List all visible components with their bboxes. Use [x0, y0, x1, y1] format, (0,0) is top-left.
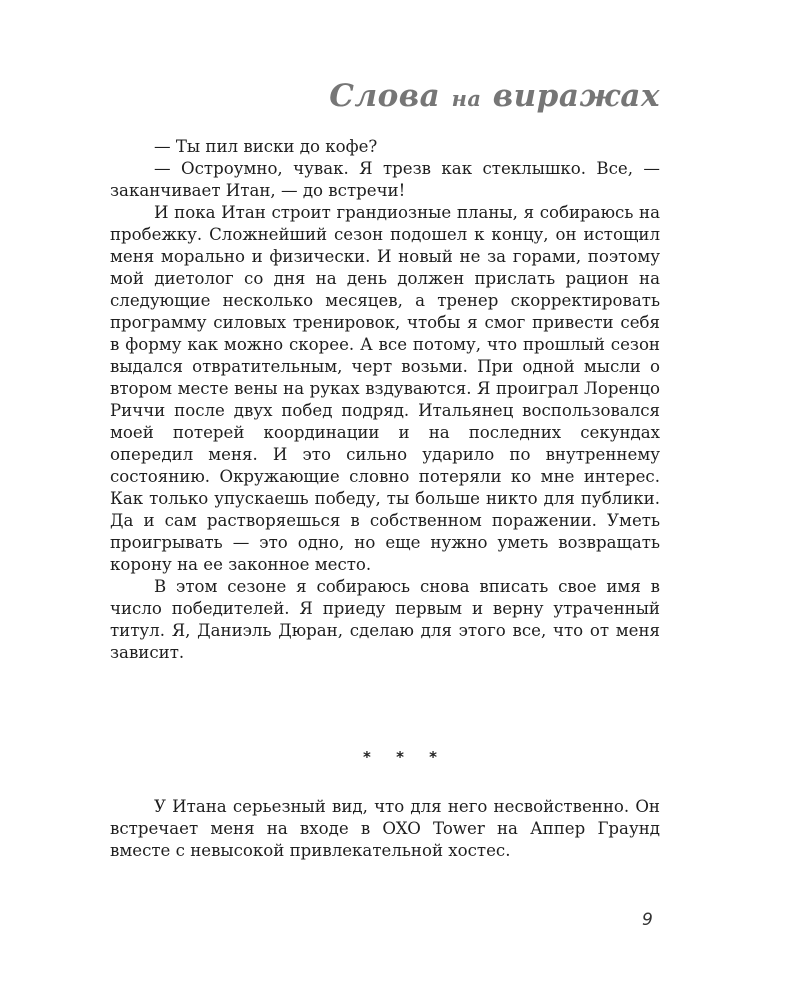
section-separator: * * * [363, 748, 447, 766]
paragraph: — Ты пил виски до кофе? [154, 137, 378, 156]
body-text-top [110, 136, 660, 664]
running-header-word-2: на [451, 86, 482, 111]
running-header [329, 78, 660, 114]
paragraph: В этом сезоне я собираюсь снова вписать свое имя в число победителей. Я приеду первым и верну утраченный титул. Я, Даниэль Дюран, сделаю для этого все, что от меня зависит. [110, 577, 660, 662]
running-header-word-3: виражах [492, 78, 660, 114]
page-number: 9 [642, 910, 653, 930]
paragraph: У Итана серьезный вид, что для него несвойственно. Он встречает меня на входе в OXO Tower на Аппер Граунд вместе с невысокой привлекательной хостес. [110, 797, 660, 860]
paragraph: — Остроумно, чувак. Я трезв как стеклышко. Все, — заканчивает Итан, — до встречи! [110, 159, 660, 200]
running-header-word-1: Слова [329, 78, 441, 114]
body-text-bottom [110, 796, 660, 862]
paragraph: И пока Итан строит грандиозные планы, я собираюсь на пробежку. Сложнейший сезон подошел к концу, он истощил меня морально и физически. И новый не за горами, поэтому мой диетолог со дня на день должен прислать рацион на следующие несколько месяцев, а тренер скорректировать программу силовых тренировок, чтобы я смог привести себя в форму как можно скорее. А все потому, что прошлый сезон выдался отвратительным, черт возьми. При одной мысли о втором месте вены на руках вздуваются. Я проиграл Лоренцо Риччи после двух побед подряд. Итальянец воспользовался моей потерей координации и на последних секундах опередил меня. И это сильно ударило по внутреннему состоянию. Окружающие словно потеряли ко мне интерес. Как только упускаешь победу, ты больше никто для публики. Да и сам растворяешься в собственном поражении. Уметь проигрывать — это одно, но еще нужно уметь возвращать корону на ее законное место. [110, 203, 660, 574]
